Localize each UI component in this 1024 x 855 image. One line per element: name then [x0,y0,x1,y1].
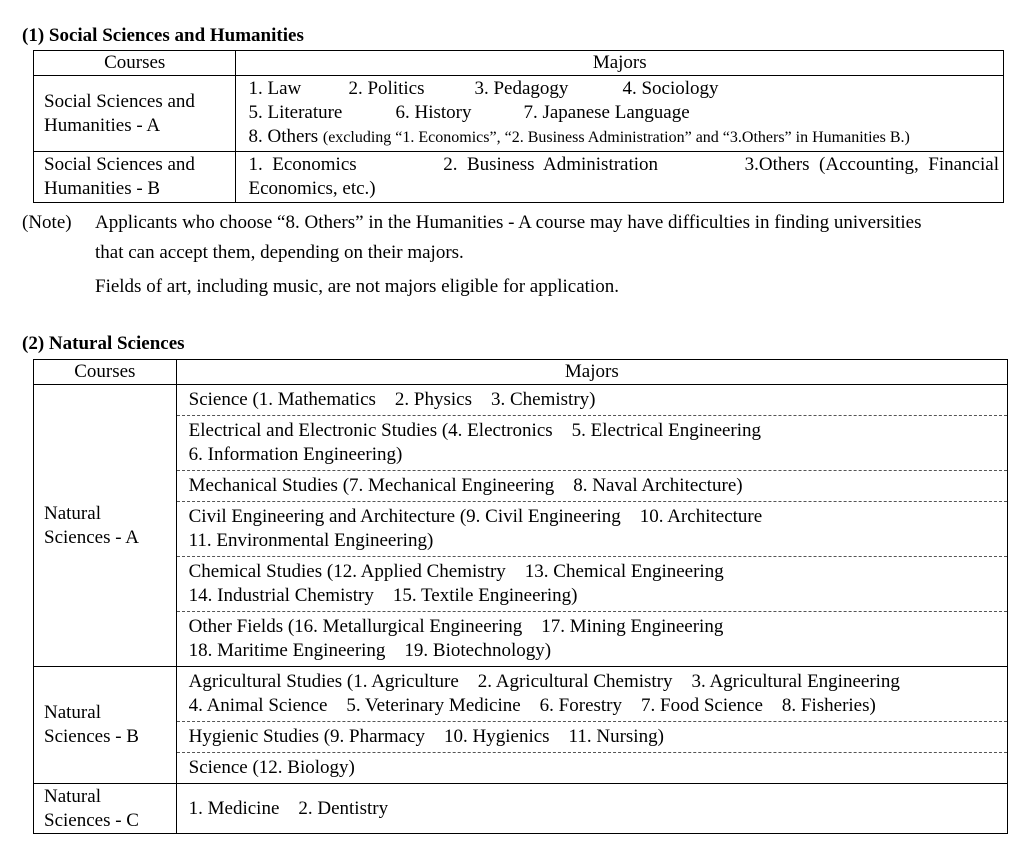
table-row [34,667,1008,722]
course-natural-c [34,784,177,834]
natural-sciences-table [33,359,1008,834]
majors-line: Electrical and Electronic Studies (4. Electronics 5. Electrical Engineering [188,420,762,441]
col-courses-header: Courses [34,360,177,385]
major-note: (excluding “1. Economics”, “2. Business Administration” and “3.Others” in Humanities B.) [322,129,910,146]
majors-line [248,153,999,177]
majors-cell [176,557,1007,612]
majors-cell [176,502,1007,557]
majors-line [248,101,999,125]
course-label-line: Sciences - B [44,726,139,747]
majors-humanities-b [236,152,1004,203]
course-humanities-b [34,152,236,203]
majors-line: Hygienic Studies (9. Pharmacy 10. Hygienics 11. Nursing) [188,726,664,747]
col-majors-header: Majors [236,51,1004,76]
majors-line: Civil Engineering and Architecture (9. Civil Engineering 10. Architecture [188,506,763,527]
col-majors-header: Majors [176,360,1007,385]
course-label-line: Social Sciences and [44,154,195,175]
majors-cell [176,471,1007,502]
table-row [34,416,1008,471]
major-item: 4. Sociology [622,78,719,99]
table-row [34,784,1008,834]
table-row [34,385,1008,416]
course-label-line: Natural [44,502,101,524]
majors-line [248,125,999,150]
major-item: 7. Japanese Language [523,102,690,123]
table-row [34,612,1008,667]
majors-line: 4. Animal Science 5. Veterinary Medicine 6. Forestry 7. Food Science 8. Fisheries) [188,695,876,716]
table-row [34,722,1008,753]
section1-heading: (1) Social Sciences and Humanities [22,25,304,46]
majors-line: 6. Information Engineering) [188,444,403,465]
major-item: 8. Others [248,126,319,147]
table-row-humanities-b [34,152,1004,203]
course-label-line: Sciences - C [44,809,139,831]
social-sciences-table [33,50,1004,203]
majors-line: Mechanical Studies (7. Mechanical Engineering 8. Naval Architecture) [188,475,743,496]
table-row [34,502,1008,557]
course-label-line: Natural [44,702,101,723]
table-row-humanities-a [34,76,1004,152]
section2-heading: (2) Natural Sciences [22,333,185,354]
majors-line: Economics, etc.) [248,178,376,199]
major-item: 2. Business Administration [443,154,659,175]
majors-cell [176,667,1007,722]
major-item: 1. Law [248,78,302,99]
course-natural-a [34,385,177,667]
majors-cell [176,753,1007,784]
note-line: Applicants who choose “8. Others” in the Humanities - A course may have difficulties in finding universities [95,212,922,233]
table-header-row [34,51,1004,76]
majors-line: Other Fields (16. Metallurgical Engineering 17. Mining Engineering [188,616,724,637]
major-item: 2. Politics [348,78,425,99]
major-item: 3. Pedagogy [474,78,569,99]
note-label: (Note) [22,212,72,233]
major-item: 1. Economics [248,154,357,175]
majors-line: 14. Industrial Chemistry 15. Textile Engineering) [188,585,578,606]
majors-cell [176,416,1007,471]
course-label-line: Natural [44,785,101,807]
table-row [34,471,1008,502]
note-body [95,208,1015,302]
major-item: 6. History [395,102,472,123]
majors-humanities-a [236,76,1004,152]
table-row [34,557,1008,612]
majors-line [248,77,999,101]
note-line: that can accept them, depending on their majors. [95,242,464,263]
course-humanities-a [34,76,236,152]
course-natural-b [34,667,177,784]
majors-line: Agricultural Studies (1. Agriculture 2. Agricultural Chemistry 3. Agricultural Engineering [188,671,900,692]
majors-line: 1. Medicine 2. Dentistry [188,797,389,819]
course-label-line: Social Sciences and [44,90,195,112]
note-line: Fields of art, including music, are not majors eligible for application. [95,276,619,297]
major-item: 3.Others (Accounting, Financial [744,154,999,175]
majors-line: Science (12. Biology) [188,757,355,778]
course-label-line: Humanities - B [44,178,161,199]
major-item: 5. Literature [248,102,343,123]
course-label-line: Humanities - A [44,114,161,136]
majors-cell [176,784,1007,834]
majors-line: 18. Maritime Engineering 19. Biotechnology) [188,640,552,661]
majors-line: 11. Environmental Engineering) [188,530,434,551]
course-label-line: Sciences - A [44,526,139,548]
majors-cell [176,385,1007,416]
table-row [34,753,1008,784]
majors-line: Chemical Studies (12. Applied Chemistry 13. Chemical Engineering [188,561,724,582]
col-courses-header: Courses [34,51,236,76]
table-header-row [34,360,1008,385]
majors-cell [176,612,1007,667]
majors-cell [176,722,1007,753]
majors-line: Science (1. Mathematics 2. Physics 3. Chemistry) [188,389,596,410]
